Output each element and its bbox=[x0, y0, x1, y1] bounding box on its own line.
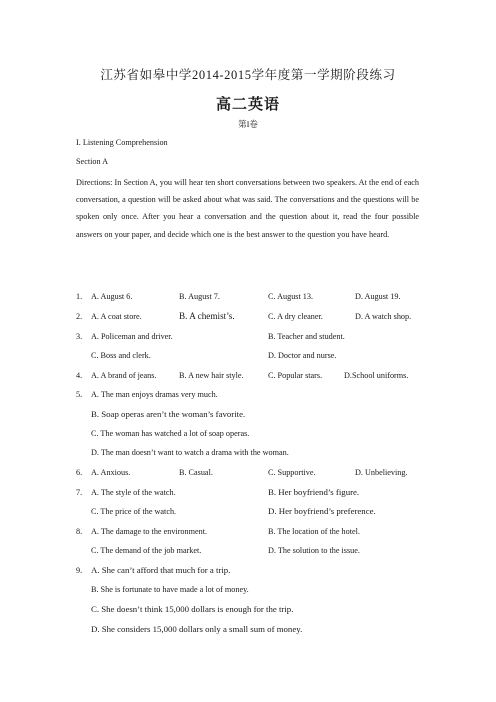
option-d: D. The man doesn’t want to watch a drama with the woman. bbox=[91, 448, 289, 457]
question-number: 2. bbox=[76, 312, 83, 321]
question-number: 4. bbox=[76, 371, 83, 380]
question-number: 8. bbox=[76, 527, 83, 536]
question-number: 6. bbox=[76, 468, 83, 477]
option-b: B. Her boyfriend’s figure. bbox=[268, 487, 360, 497]
option-b: B. August 7. bbox=[179, 292, 220, 301]
option-b: B. A new hair style. bbox=[179, 371, 244, 380]
option-d: D. The solution to the issue. bbox=[268, 546, 360, 555]
option-a: A. The style of the watch. bbox=[91, 488, 176, 497]
option-c: C. Supportive. bbox=[268, 468, 316, 477]
option-d: D. She considers 15,000 dollars only a small sum of money. bbox=[91, 624, 303, 634]
question-number: 9. bbox=[76, 566, 83, 575]
option-b: B. A chemist’s. bbox=[179, 311, 235, 321]
option-a: A. Policeman and driver. bbox=[91, 332, 173, 341]
option-c: C. A dry cleaner. bbox=[268, 312, 323, 321]
volume-label: 第I卷 bbox=[238, 119, 258, 129]
question-number: 7. bbox=[76, 488, 83, 497]
option-a: A. The damage to the environment. bbox=[91, 527, 208, 536]
option-c: C. The demand of the job market. bbox=[91, 546, 202, 555]
option-c: C. Boss and clerk. bbox=[91, 351, 151, 360]
option-d: D. August 19. bbox=[355, 292, 401, 301]
option-c: C. The woman has watched a lot of soap operas. bbox=[91, 429, 250, 438]
option-d: D. Her boyfriend’s preference. bbox=[268, 506, 376, 516]
option-c: C. The price of the watch. bbox=[91, 507, 177, 516]
part-heading: I. Listening Comprehension bbox=[76, 138, 168, 147]
option-a: A. A brand of jeans. bbox=[91, 371, 157, 380]
document-title: 江苏省如皋中学2014-2015学年度第一学期阶段练习 bbox=[100, 68, 396, 82]
option-b: B. The location of the hotel. bbox=[268, 527, 360, 536]
option-b: B. She is fortunate to have made a lot of money. bbox=[91, 585, 249, 594]
option-c: C. August 13. bbox=[268, 292, 314, 301]
question-number: 5. bbox=[76, 390, 83, 399]
option-d: D. Unbelieving. bbox=[355, 468, 408, 477]
option-a: A. Anxious. bbox=[91, 468, 131, 477]
option-b: B. Soap operas aren’t the woman’s favorite. bbox=[91, 409, 246, 419]
option-c: C. Popular stars. bbox=[268, 371, 323, 380]
section-heading: Section A bbox=[76, 157, 109, 166]
option-c: C. She doesn’t think 15,000 dollars is enough for the trip. bbox=[91, 604, 294, 614]
option-d: D. Doctor and nurse. bbox=[268, 351, 337, 360]
option-a: A. August 6. bbox=[91, 292, 133, 301]
option-d: D.School uniforms. bbox=[344, 371, 409, 380]
directions-paragraph: Directions: In Section A, you will hear ten short conversations between two speakers. At the end of each conversation, a question will be asked about what was said. The conversations and the questions will be spoken only once. After you hear a conversation and the question about it, read the four possible answers on your paper, and decide which one is the best answer to the question you have heard. bbox=[76, 178, 419, 239]
option-b: B. Casual. bbox=[179, 468, 213, 477]
option-d: D. A watch shop. bbox=[355, 312, 412, 321]
subject-heading: 高二英语 bbox=[215, 97, 280, 113]
option-a: A. The man enjoys dramas very much. bbox=[91, 390, 218, 399]
option-a: A. A coat store. bbox=[91, 312, 142, 321]
question-number: 3. bbox=[76, 332, 83, 341]
option-b: B. Teacher and student. bbox=[268, 332, 345, 341]
question-number: 1. bbox=[76, 292, 83, 301]
option-a: A. She can’t afford that much for a trip. bbox=[91, 565, 231, 575]
